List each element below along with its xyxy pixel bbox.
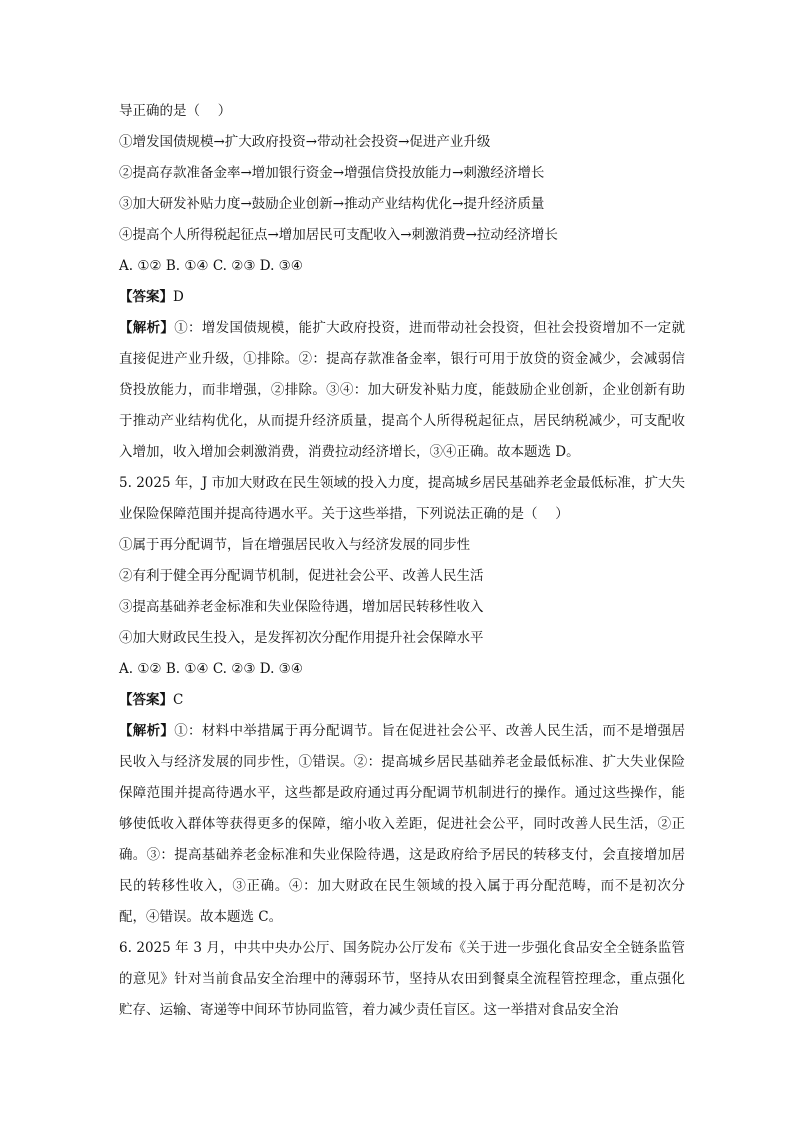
analysis-text: ①：材料中举措属于再分配调节。旨在促进社会公平、改善人民生活，而不是增强居民收入与经济发展的同步性，①错误。②：提高城乡居民基础养老金最低标准、扩大失业保险保障范围并提高待遇水平，这些都是政府通过再分配调节机制进行的操作。通过这些操作，能够使低收入群体等获得更多的保障，缩小收入差距，促进社会公平，同时改善人民生活，②正确。③：提高基础养老金标准和失业保险待遇，这是政府给予居民的转移支付，会直接增加居民的转移性收入，③正确。④：加大财政在民生领域的投入属于再分配范畴，而不是初次分配，④错误。故本题选 C。 — [119, 723, 685, 925]
analysis-label: 【解析】 — [119, 320, 175, 336]
answer-value: C — [173, 692, 184, 708]
analysis-label: 【解析】 — [119, 723, 175, 739]
text-line: ③提高基础养老金标准和失业保险待遇，增加居民转移性收入 — [119, 599, 484, 615]
text-line: ④加大财政民生投入，是发挥初次分配作用提升社会保障水平 — [119, 630, 484, 646]
answer-line — [119, 685, 685, 716]
text-line: 导正确的是（ ） — [119, 103, 232, 119]
text-line: ②提高存款准备金率→增加银行资金→增强信贷投放能力→刺激经济增长 — [119, 165, 545, 181]
text-line: ④提高个人所得税起征点→增加居民可支配收入→刺激消费→拉动经济增长 — [119, 227, 558, 243]
question-paragraph: 6. 2025 年 3 月，中共中央办公厅、国务院办公厅发布《关于进一步强化食品安全全链条监管的意见》针对当前食品安全治理中的薄弱环节，坚持从农田到餐桌全流程管控理念，重点强化贮存、运输、寄递等中间环节协同监管，着力减少责任盲区。这一举措对食品安全治 — [119, 940, 685, 1018]
analysis-text: ①：增发国债规模，能扩大政府投资，进而带动社会投资，但社会投资增加不一定就直接促进产业升级，①排除。②：提高存款准备金率，银行可用于放贷的资金减少，会减弱信贷投放能力，而非增强，②排除。③④：加大研发补贴力度，能鼓励企业创新，企业创新有助于推动产业结构优化，从而提升经济质量，提高个人所得税起征点，居民纳税减少，可支配收入增加，收入增加会刺激消费，消费拉动经济增长，③④正确。故本题选 D。 — [119, 320, 685, 460]
document-page — [119, 96, 685, 1026]
question-paragraph: 5. 2025 年，J 市加大财政在民生领域的投入力度，提高城乡居民基础养老金最低标准，扩大失业保险保障范围并提高待遇水平。关于这些举措，下列说法正确的是（ ） — [119, 475, 685, 522]
text-line: A. ①② B. ①④ C. ②③ D. ③④ — [119, 661, 303, 677]
text-line: ①增发国债规模→扩大政府投资→带动社会投资→促进产业升级 — [119, 134, 491, 150]
analysis-paragraph — [119, 716, 685, 933]
answer-line — [119, 282, 685, 313]
analysis-paragraph — [119, 313, 685, 468]
text-line: ②有利于健全再分配调节机制，促进社会公平、改善人民生活 — [119, 568, 484, 584]
text-line: A. ①② B. ①④ C. ②③ D. ③④ — [119, 258, 303, 274]
answer-label: 【答案】 — [119, 692, 173, 708]
text-line: ③加大研发补贴力度→鼓励企业创新→推动产业结构优化→提升经济质量 — [119, 196, 545, 212]
text-line: ①属于再分配调节，旨在增强居民收入与经济发展的同步性 — [119, 537, 470, 553]
answer-label: 【答案】 — [119, 289, 173, 305]
answer-value: D — [173, 289, 184, 305]
